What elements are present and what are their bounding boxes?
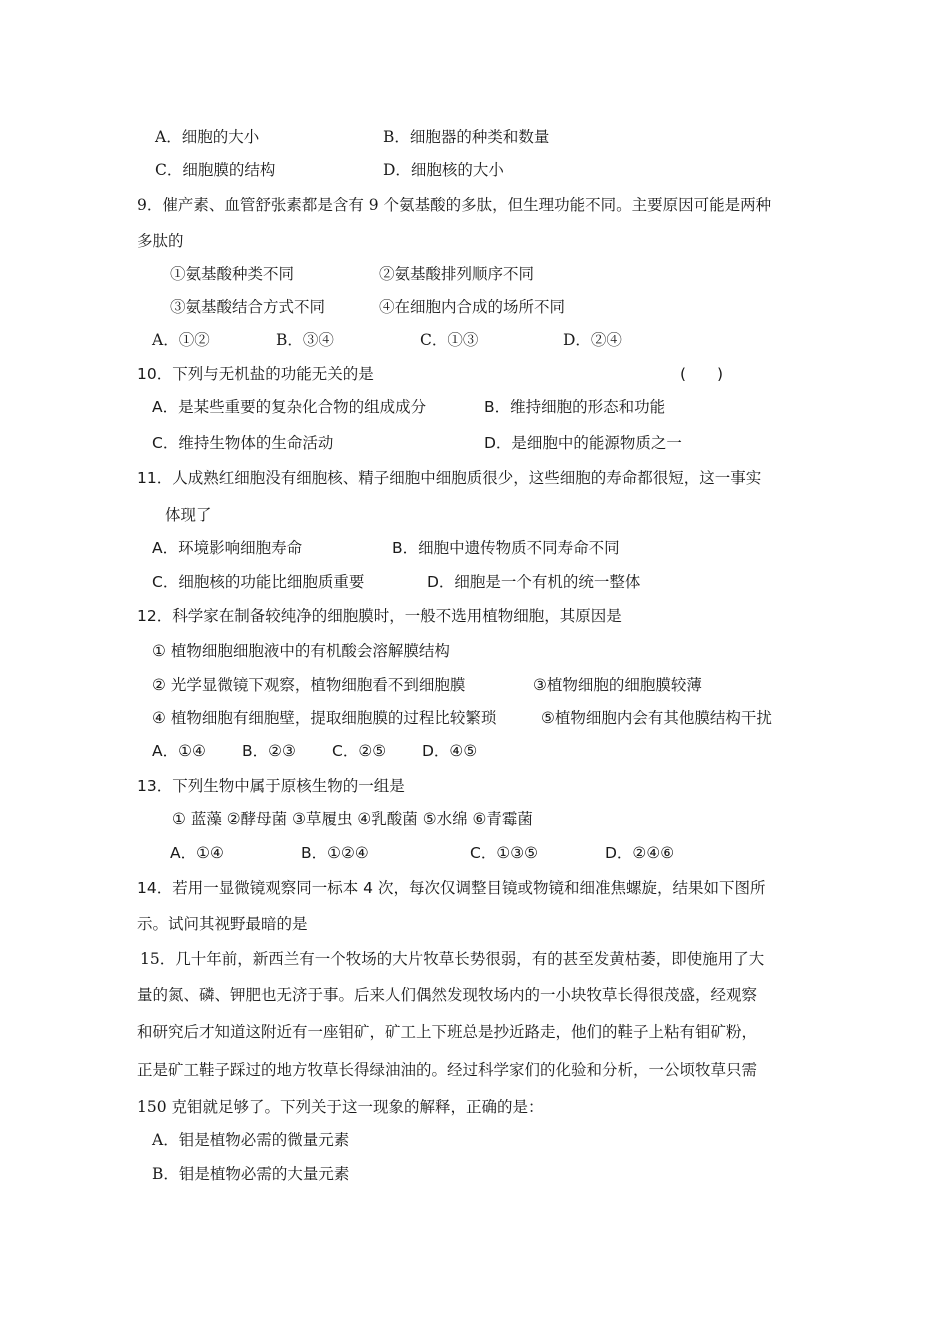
q10-stem: 10．下列与无机盐的功能无关的是 [137,365,374,383]
q12-stem: 12．科学家在制备较纯净的细胞膜时，一般不选用植物细胞，其原因是 [137,607,622,625]
q15-option-b: B．钼是植物必需的大量元素 [152,1165,350,1183]
q12-statement-4: ④ 植物细胞有细胞壁，提取细胞膜的过程比较繁琐 [152,709,497,727]
q10-option-a: A．是某些重要的复杂化合物的组成成分 [152,398,427,416]
q9-stem-line1: 9．催产素、血管舒张素都是含有 9 个氨基酸的多肽，但生理功能不同。主要原因可能是两种 [137,196,772,214]
q12-statement-2: ② 光学显微镜下观察，植物细胞看不到细胞膜 [152,676,466,694]
q14-stem-line2: 示。试问其视野最暗的是 [137,915,308,933]
q10-option-b: B．维持细胞的形态和功能 [484,398,666,416]
q9-statement-2: ②氨基酸排列顺序不同 [379,265,535,283]
q11-stem-line2: 体现了 [165,506,212,524]
q10-answer-paren: ( ) [680,365,724,383]
q12-option-a: A．①④ [152,742,206,760]
q13-option-a: A．①④ [170,844,224,862]
q9-statement-1: ①氨基酸种类不同 [170,265,295,283]
q13-stem: 13．下列生物中属于原核生物的一组是 [137,777,405,795]
q14-stem-line1: 14．若用一显微镜观察同一标本 4 次，每次仅调整目镜或物镜和细准焦螺旋，结果如下图所 [137,879,766,897]
q13-option-b: B．①②④ [301,844,369,862]
q9-option-c: C．①③ [420,331,479,349]
q12-statement-3: ③植物细胞的细胞膜较薄 [533,676,702,694]
q11-option-b: B．细胞中遗传物质不同寿命不同 [392,539,620,557]
q15-option-a: A．钼是植物必需的微量元素 [152,1131,350,1149]
q12-statement-5: ⑤植物细胞内会有其他膜结构干扰 [541,709,772,727]
q13-option-c: C．①③⑤ [470,844,539,862]
q12-statement-1: ① 植物细胞细胞液中的有机酸会溶解膜结构 [152,642,450,660]
q9-option-b: B．③④ [276,331,334,349]
q15-paragraph-line4: 正是矿工鞋子踩过的地方牧草长得绿油油的。经过科学家们的化验和分析，一公顷牧草只需 [137,1061,758,1079]
q13-option-d: D．②④⑥ [605,844,675,862]
q9-stem-line2: 多肽的 [137,232,184,250]
q12-option-d: D．④⑤ [422,742,478,760]
q12-option-b: B．②③ [242,742,296,760]
q10-option-c: C．维持生物体的生命活动 [152,434,334,452]
q9-statement-3: ③氨基酸结合方式不同 [170,298,326,316]
q15-paragraph-line1: 15．几十年前，新西兰有一个牧场的大片牧草长势很弱，有的甚至发黄枯萎，即使施用了大 [140,950,765,968]
q8-option-b: B．细胞器的种类和数量 [383,128,550,146]
q8-option-c: C．细胞膜的结构 [155,161,276,179]
q11-option-a: A．环境影响细胞寿命 [152,539,303,557]
q9-option-a: A．①② [152,331,210,349]
q15-paragraph-line2: 量的氮、磷、钾肥也无济于事。后来人们偶然发现牧场内的一小块牧草长得很茂盛，经观察 [137,986,758,1004]
q13-items: ① 蓝藻 ②酵母菌 ③草履虫 ④乳酸菌 ⑤水绵 ⑥青霉菌 [172,810,533,828]
q8-option-a: A．细胞的大小 [155,128,260,146]
q10-option-d: D．是细胞中的能源物质之一 [484,434,682,452]
q9-option-d: D．②④ [563,331,622,349]
q8-option-d: D．细胞核的大小 [383,161,504,179]
q15-paragraph-line3: 和研究后才知道这附近有一座钼矿，矿工上下班总是抄近路走，他们的鞋子上粘有钼矿粉， [137,1023,758,1041]
q12-option-c: C．②⑤ [332,742,387,760]
q11-option-d: D．细胞是一个有机的统一整体 [427,573,641,591]
q9-statement-4: ④在细胞内合成的场所不同 [379,298,566,316]
q15-paragraph-line5: 150 克钼就足够了。下列关于这一现象的解释，正确的是： [137,1098,544,1116]
q11-option-c: C．细胞核的功能比细胞质重要 [152,573,365,591]
q11-stem-line1: 11．人成熟红细胞没有细胞核、精子细胞中细胞质很少，这些细胞的寿命都很短，这一事实 [137,469,762,487]
